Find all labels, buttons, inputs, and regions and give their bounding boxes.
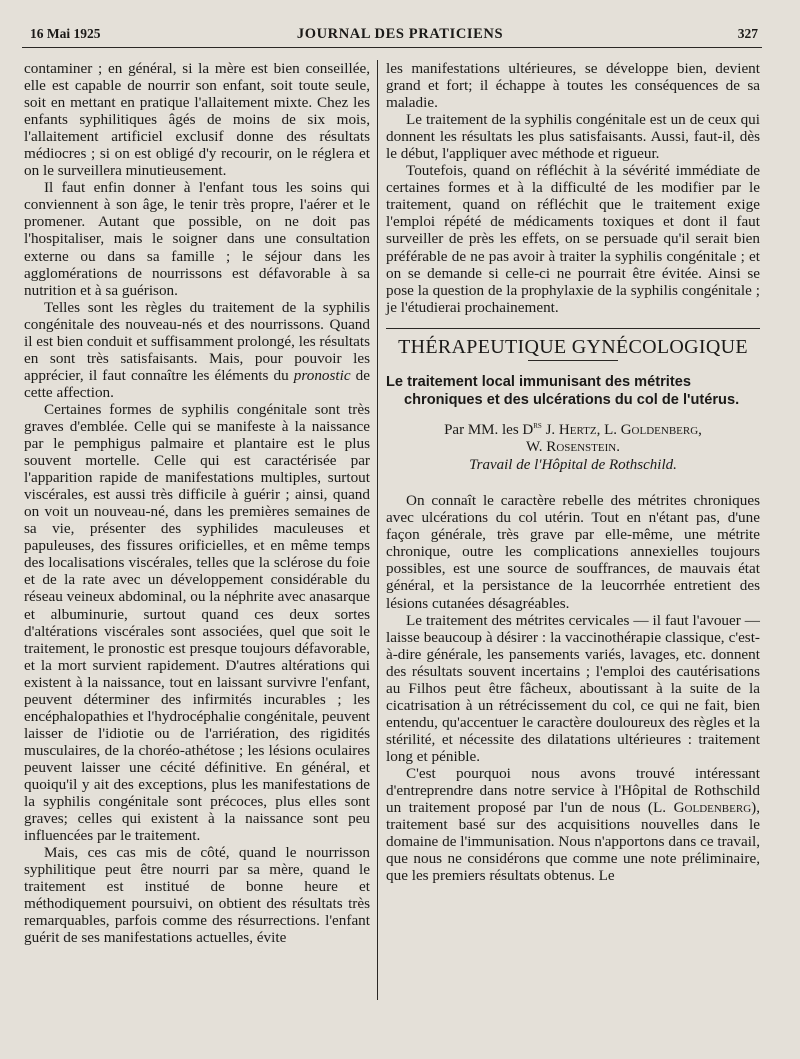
byline — [386, 417, 760, 475]
paragraph: Le traitement des métrites cervicales — il faut l'avouer — laisse beaucoup à désirer : la vaccinothérapie classique, c'est-à-dire générale, les pansements variés, lavages, etc. donnent des résultats souvent incertains ; l'emploi des cautérisations au Filhos peut être fâcheux, aboutissant à la suite de la cicatrisation à un rétrécissement du col, ce qui ne fait, bien entendu, qu'accentuer le caractère douloureux des règles et la stérilité, et nécessite des dilatations ultérieures : traitement long et pénible. — [386, 611, 760, 765]
paragraph: contaminer ; en général, si la mère est bien conseillée, elle est capable de nourrir son enfant, soit toute seule, soit en mettant en pratique l'allaitement mixte. Chez les enfants syphilitiques âgés de moins de six mois, l'allaitement artificiel exclusif donne des résultats médiocres ; si on est obligé d'y recourir, on le réglera et on le surveillera minutieusement. — [24, 60, 370, 180]
paragraph: Certaines formes de syphilis congénitale sont très graves d'emblée. Celle qui se manifeste à la naissance par le pemphigus palmaire et plantaire est le plus souvent mortelle. Celle qui est caractérisée par l'apparition rapide de manifestations multiples, surtout viscérales, est aussi très difficile à guérir ; ainsi, quand on voit un nouveau-né, dans les premières semaines de sa vie, présenter des syphilides maculeuses et papuleuses, des fissures orificielles, et en même temps des localisations viscérales, telles que la sclérose du foie et de la rate avec un développement considérable du réseau veineux abdominal, ou la néphrite avec anasarque et albuminurie, surtout quand ces deux sortes d'altérations viscérales sont associées, quel que soit le traitement, le pronostic est presque toujours défavorable, et la mort survient rapidement. D'autres altérations qui existent à la naissance, tout en laissant survivre l'enfant, peuvent déterminer des infirmités incurables ; les encéphalopathies et l'hydrocéphalie congénitale, peuvent laisser de l'idiotie ou de l'arriération, des rigidités musculaires, de la choréo-athétose ; les lésions oculaires peuvent laisser une cécité définitive. En général, et quoiqu'il y ait des exceptions, plus les manifestations de la syphilis congénitale sont précoces, plus elles sont graves; celles qui existent à la naissance sont peu influencées par le traitement. — [24, 400, 370, 845]
paragraph: Le traitement de la syphilis congénitale est un de ceux qui donnent les résultats les plus satisfaisants. Aussi, faut-il, dès le début, l'appliquer avec méthode et rigueur. — [386, 111, 760, 163]
paragraph: Toutefois, quand on réfléchit à la sévérité immédiate de certaines formes et à la difficulté de les modifier par le traitement, quand on réfléchit que le traitement exige l'emploi répété de médicaments toxiques et dont il faut surveiller de près les effets, on se persuade qu'il serait bien préférable de ne pas avoir à traiter la syphilis congénitale ; et on se demande si celle-ci ne pourrait être évitée. Ainsi se pose la question de la prophylaxie de la syphilis congénitale ; je l'étudierai prochainement. — [386, 162, 760, 316]
byline-authors — [386, 417, 760, 440]
byline-drs: rs — [533, 419, 542, 431]
article-title — [386, 373, 760, 409]
journal-title: JOURNAL DES PRATICIENS — [296, 26, 504, 42]
section-rule — [386, 328, 760, 329]
article-title-line2: chroniques et des ulcérations du col de l'utérus. — [404, 391, 740, 408]
paragraph-text: Telles sont les règles du traitement de la syphilis congénitale des nouveau-nés et des nourrissons. Quand il est bien conduit et suffisamment prolongé, les résultats en sont très satisfaisants. Mais, pour pouvoir les apprécier, il faut connaître les éléments du — [24, 298, 371, 384]
page-header — [0, 26, 800, 48]
byline-author3: W. Rosenstein. — [526, 439, 620, 456]
byline-affiliation: Travail de l'Hôpital de Rothschild. — [469, 456, 677, 473]
pronostic-emphasis: pronostic — [293, 366, 351, 384]
paragraph — [24, 299, 370, 401]
paragraph — [386, 765, 760, 884]
paragraph: les manifestations ultérieures, se développe bien, devient grand et fort; il échappe à toutes les conséquences de sa maladie. — [386, 60, 760, 112]
right-column — [386, 60, 760, 884]
paragraph: Il faut enfin donner à l'enfant tous les soins qui conviennent à son âge, le tenir très propre, l'aérer et le promener. Autant que possible, on ne doit pas l'hospitaliser, mais le soigner dans une consultation externe ou dans sa famille ; le séjour dans les agglomérations de nourrissons est défavorable à sa nutrition et à sa guérison. — [24, 179, 370, 299]
column-divider — [377, 60, 378, 1000]
author-name: Goldenberg — [673, 799, 752, 817]
header-rule — [22, 47, 762, 48]
paragraph: Mais, ces cas mis de côté, quand le nourrisson syphilitique peut être nourri par sa mère, quand le traitement est institué de bonne heure et méthodiquement poursuivi, on obtient des résultats très remarquables, parfois comme des résurrections. l'enfant guérit de ses manifestations actuelles, évite — [24, 844, 370, 947]
paragraph: On connaît le caractère rebelle des métrites chroniques avec ulcérations du col utérin. Tout en n'étant pas, d'une façon générale, très grave par elle-même, une métrite chronique, outre les complications annexielles toujours possibles, est une source de souffrances, de mauvais état général, et la persistance de la leucorrhée entretient des lésions cutanées désagréables. — [386, 492, 760, 612]
paragraph-tail: ), traitement basé sur des acquisitions nouvelles dans le domaine de l'immunisation. Nous n'apportons dans ce travail, que nous ne considérons que comme une note préliminaire, que les premiers résultats obtenus. Le — [386, 799, 760, 885]
header-date: 16 Mai 1925 — [30, 26, 101, 41]
paragraph-tail: de cette affection. — [24, 366, 371, 401]
left-column — [24, 60, 370, 946]
article-title-line1: Le traitement local immunisant des métrites — [386, 373, 691, 390]
byline-names: J. Hertz, L. Goldenberg, — [541, 421, 702, 438]
paragraph-text: C'est pourquoi nous avons trouvé intéressant d'entreprendre dans notre service à l'Hôpital de Rothschild un traitement proposé par l'un de nous (L. — [386, 765, 760, 817]
section-title: THÉRAPEUTIQUE GYNÉCOLOGIQUE — [398, 335, 748, 358]
byline-par: Par MM. les D — [444, 421, 534, 438]
page-number: 327 — [737, 26, 758, 41]
section-underline — [528, 360, 618, 361]
